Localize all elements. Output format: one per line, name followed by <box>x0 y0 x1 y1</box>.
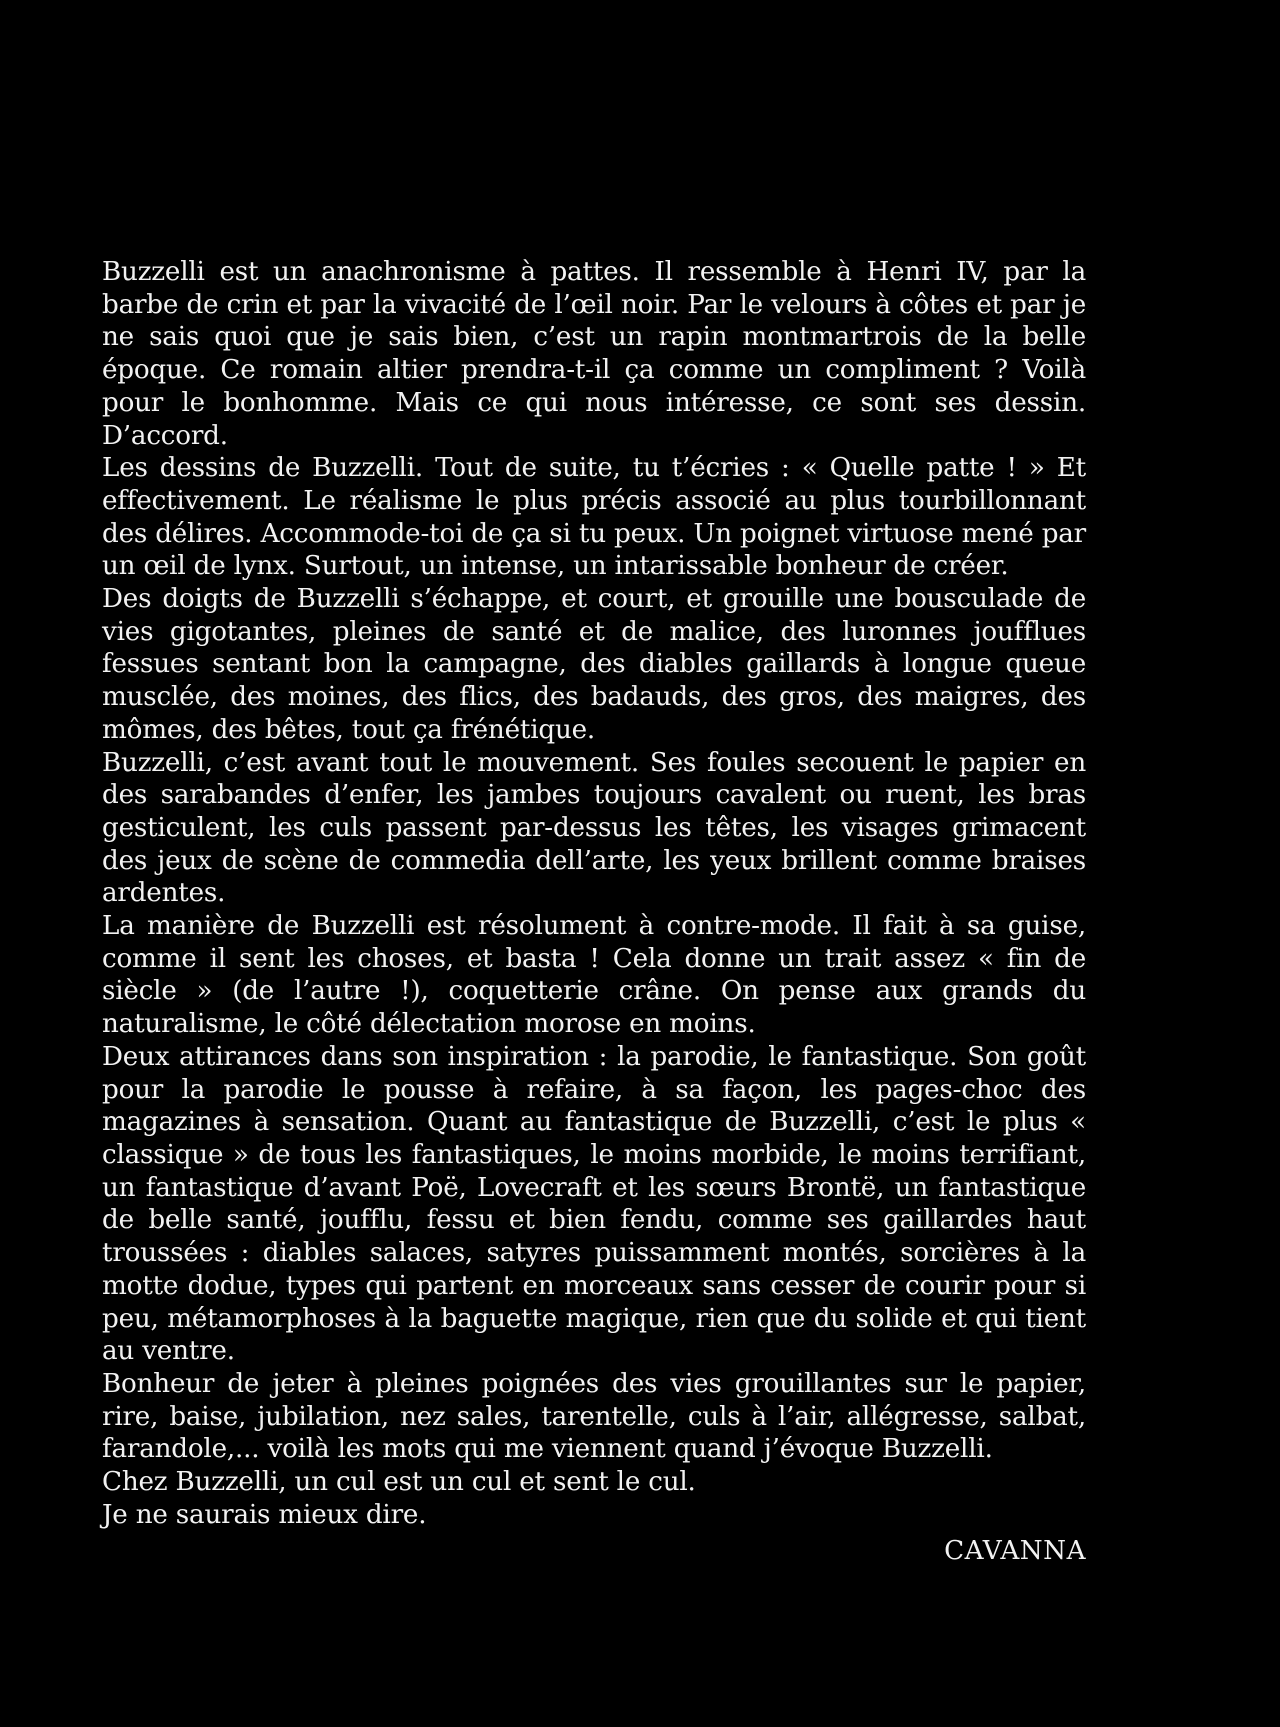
author-signature: CAVANNA <box>944 1536 1086 1567</box>
text-block <box>102 256 1086 1568</box>
paragraph-1: Buzzelli est un anachronisme à pattes. Il ressemble à Henri IV, par la barbe de crin et par la vivacité de l’œil noir. Par le velours à côtes et par je ne sais quoi que je sais bien, c’est un rapin montmartrois de la belle époque. Ce romain altier prendra-t-il ça comme un compliment ? Voilà pour le bonhomme. Mais ce qui nous intéresse, ce sont ses dessin. D’accord. <box>102 257 1086 451</box>
paragraph-2: Les dessins de Buzzelli. Tout de suite, tu t’écries : « Quelle patte ! » Et effectivement. Le réalisme le plus précis associé au plus tourbillonnant des délires. Accommode-toi de ça si tu peux. Un poignet virtuose mené par un œil de lynx. Surtout, un intense, un intarissable bonheur de créer. <box>102 453 1086 582</box>
paragraph-6: Deux attirances dans son inspiration : la parodie, le fantastique. Son goût pour la parodie le pousse à refaire, à sa façon, les pages-choc des magazines à sensation. Quant au fantastique de Buzzelli, c’est le plus « classique » de tous les fantastiques, le moins morbide, le moins terrifiant, un fantastique d’avant Poë, Lovecraft et les sœurs Brontë, un fantastique de belle santé, joufflu, fessu et bien fendu, comme ses gaillardes haut troussées : diables salaces, satyres puissamment montés, sorcières à la motte dodue, types qui partent en morceaux sans cesser de courir pour si peu, métamorphoses à la baguette magique, rien que du solide et qui tient au ventre. <box>102 1041 1086 1367</box>
paragraph-7: Bonheur de jeter à pleines poignées des vies grouillantes sur le papier, rire, baise, jubilation, nez sales, tarentelle, culs à l’air, allégresse, salbat, farandole,... voilà les mots qui me viennent quand j’évoque Buzzelli. <box>102 1368 1086 1465</box>
paragraph-8: Chez Buzzelli, un cul est un cul et sent le cul. <box>102 1467 696 1498</box>
paragraph-5: La manière de Buzzelli est résolument à contre-mode. Il fait à sa guise, comme il sent les choses, et basta ! Cela donne un trait assez « fin de siècle » (de l’autre !), coquetterie crâne. On pense aux grands du naturalisme, le côté délectation morose en moins. <box>102 911 1086 1040</box>
paragraph-4: Buzzelli, c’est avant tout le mouvement. Ses foules secouent le papier en des sarabandes d’enfer, les jambes toujours cavalent ou ruent, les bras gesticulent, les culs passent par-dessus les têtes, les visages grimacent des jeux de scène de commedia dell’arte, les yeux brillent comme braises ardentes. <box>102 747 1086 909</box>
paragraph-9: Je ne saurais mieux dire. <box>102 1499 427 1530</box>
paragraph-3: Des doigts de Buzzelli s’échappe, et court, et grouille une bousculade de vies gigotantes, pleines de santé et de malice, des luronnes joufflues fessues sentant bon la campagne, des diables gaillards à longue queue musclée, des moines, des flics, des badauds, des gros, des maigres, des mômes, des bêtes, tout ça frénétique. <box>102 584 1086 745</box>
